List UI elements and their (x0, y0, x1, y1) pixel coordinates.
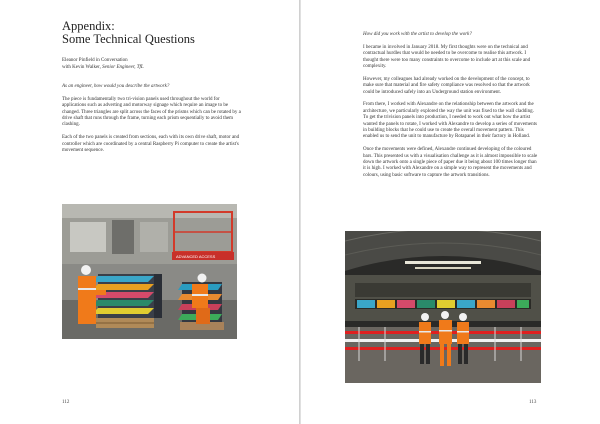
workshop-photo (62, 204, 237, 339)
paragraph: I became in involved in January 2018. My first thoughts were on the technical and contractual hurdles that would be needed to be overcome to realise this artwork. I thought there were too many constraints to overcome to include art at this scale and complexity. (363, 44, 531, 70)
title-line-2: Some Technical Questions (62, 32, 195, 46)
left-page (0, 0, 299, 424)
byline-line-1: Eleanor Pinfield in Conversation (62, 58, 128, 63)
paragraph: Each of the two panels is created from sections, each with its own drive shaft, motor and controller which are coordinated by a central Raspberry Pi computer to create the artist's movement sequence. (62, 135, 240, 154)
left-text-column (62, 84, 242, 161)
interview-question: How did you work with the artist to develop the work? (363, 32, 472, 37)
byline-prefix: with Kevin Walker, (62, 64, 103, 70)
page-title (62, 20, 262, 46)
page-number: 112 (62, 400, 70, 405)
title-line-1: Appendix: (62, 19, 115, 33)
byline-line-2 (62, 65, 262, 72)
installation-photo (345, 231, 541, 383)
paragraph: However, my colleagues had already worked on the development of the concept, to make sure that material and fire safety compliance was resolved so that the artwork could be introduced safely into an Underground station environment. (363, 76, 530, 95)
right-page (301, 0, 600, 424)
photo-sign-text: ADVANCED ACCESS (176, 254, 216, 259)
paragraph: From there, I worked with Alexandre on the relationship between the artwork and the architecture, we particularly explored the way the unit was fixed to the wall cladding. To get the trivision panels into production, I needed to work out what how the artist wanted the panels to rotate, I worked with Alexandre to develop a series of movements in building blocks that he could use to create the overall movement pattern. This enabled us to send the unit to manufacture by Rotapanel in their factory in Holland. (363, 102, 537, 140)
paragraph: The piece is fundamentally two tri-vision panels used throughout the world for applications such as adverting and motorway signage which require an image to be changed. Three triangles are split across the faces of the prisms which can be rotated by a drive shaft that runs through the frame, turning each prism sequentially to avoid them clashing. (62, 96, 241, 128)
byline (62, 58, 262, 71)
right-text-column (363, 32, 539, 186)
interview-question: As an engineer, how would you describe the artwork? (62, 84, 170, 89)
paragraph: Once the movements were defined, Alexandre continued developing of the coloured bars. This presented us with a visualisation challenge as it is almost impossible to scale down the artwork onto a single piece of paper due it being about 100 times longer than it is high. I worked with Alexandre on a simple way to represent the movements and colours, using basic software to capture the artwork transitions. (363, 147, 538, 178)
byline-role: Senior Engineer, TfL (102, 64, 144, 70)
page-number: 113 (529, 400, 537, 405)
